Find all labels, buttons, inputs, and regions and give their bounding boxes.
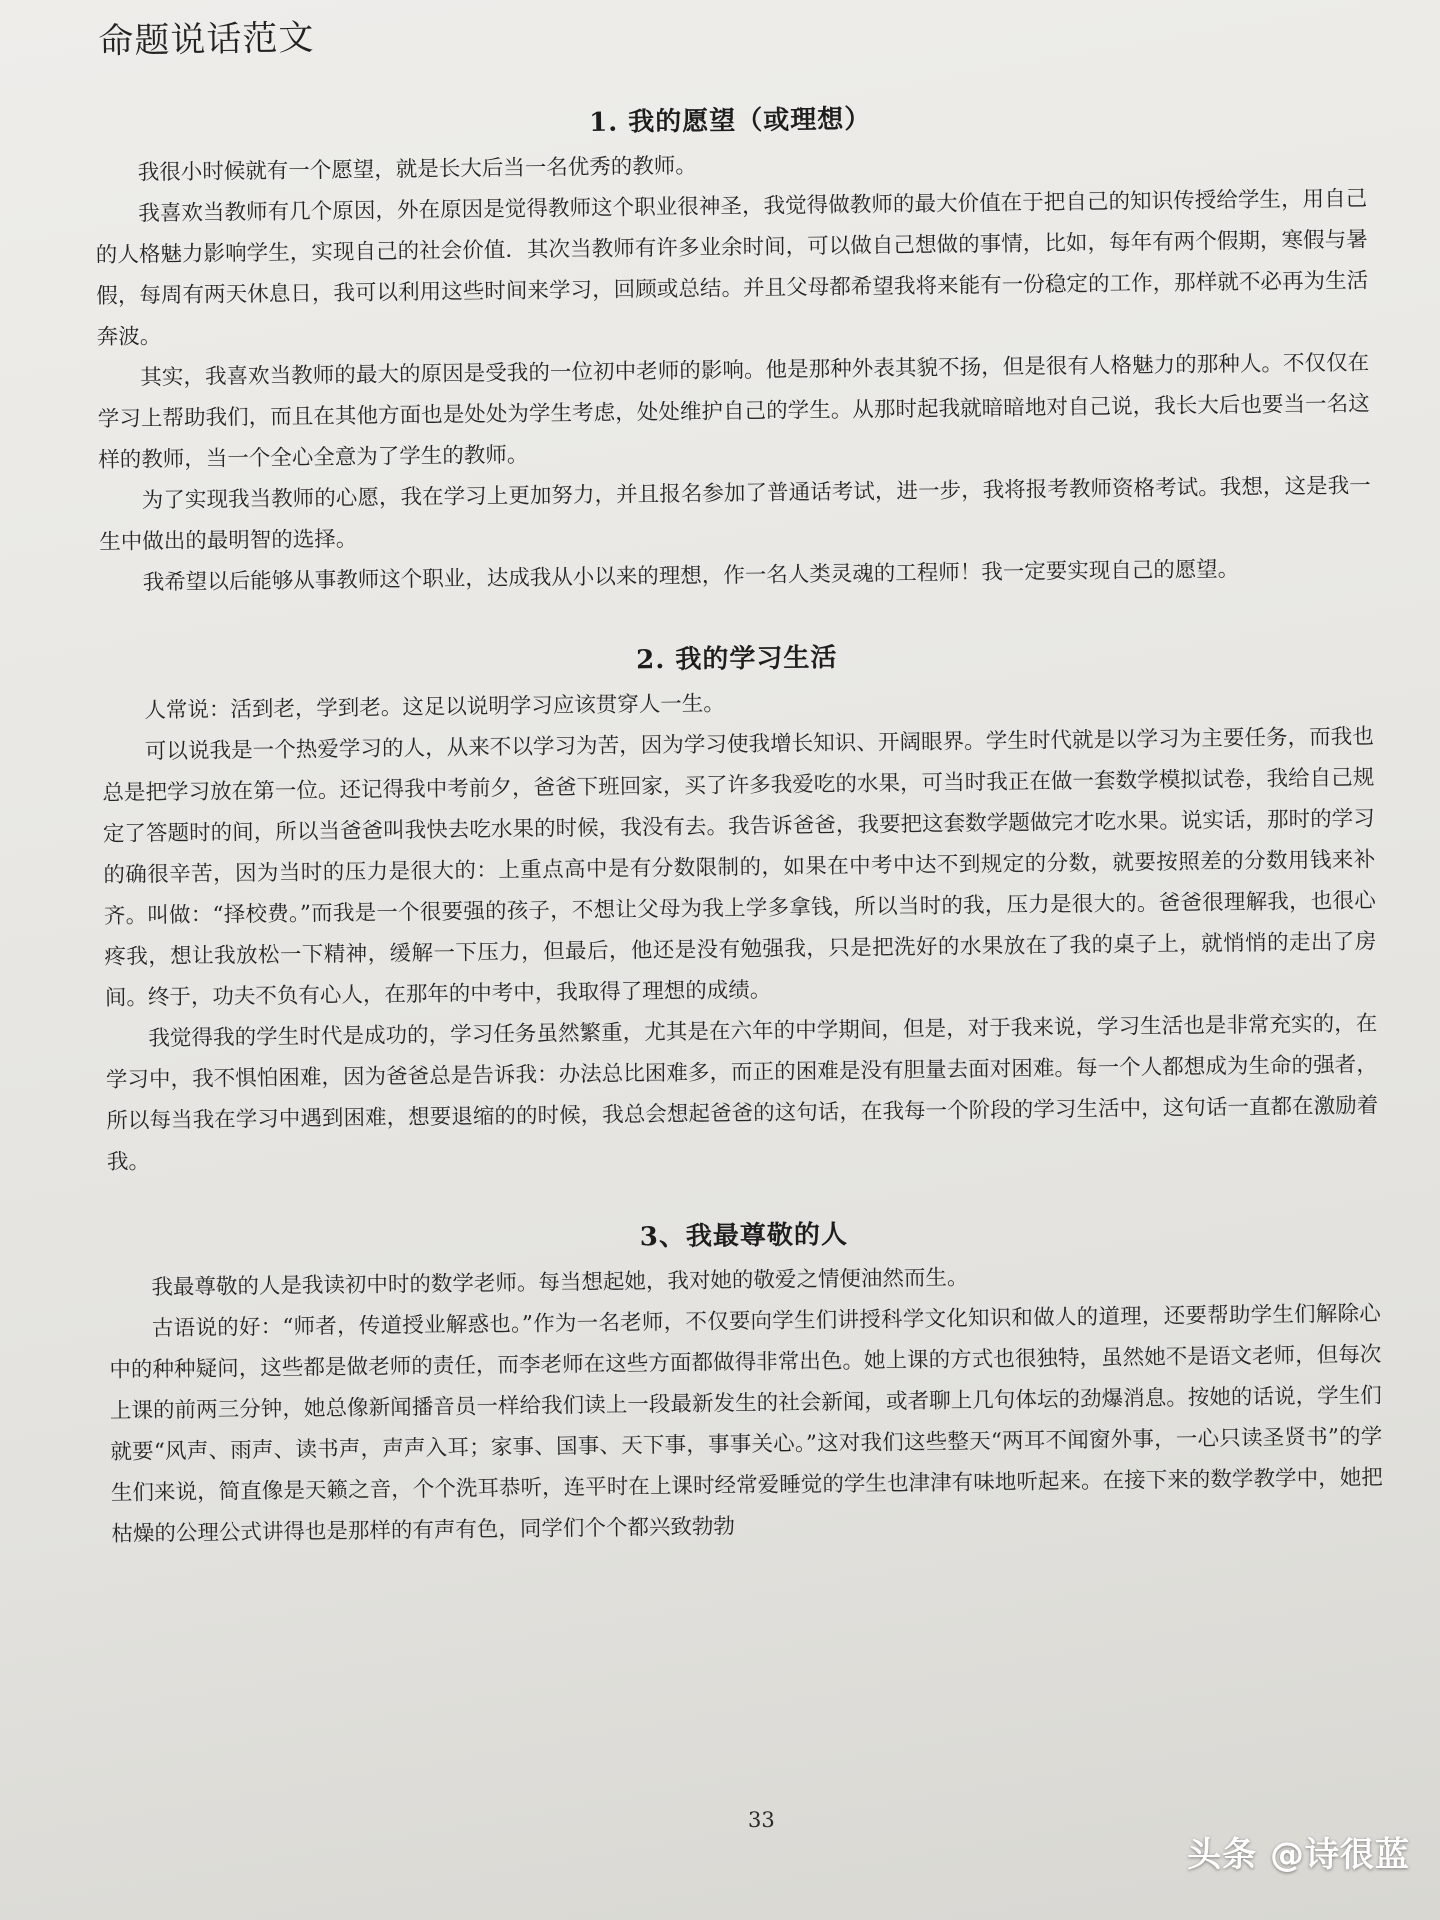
paragraph: 我最尊敬的人是我读初中时的数学老师。每当想起她，我对她的敬爱之情便油然而生。 <box>151 1265 969 1301</box>
paragraph: 我喜欢当教师有几个原因，外在原因是觉得教师这个职业很神圣，我觉得做教师的最大价值在于把自己的知识传授给学生，用自己的人格魅力影响学生，实现自己的社会价值．其次当教师有许多业余时间，可以做自己想做的事情，比如，每年有两个假期，寒假与暑假，每周有两天休息日，我可以利用这些时间来学习，回顾或总结。并且父母都希望我将来能有一份稳定的工作，那样就不必再为生活奔波。 <box>95 186 1369 350</box>
paragraph: 我希望以后能够从事教师这个职业，达成我从小以来的理想，作一名人类灵魂的工程师！我一定要实现自己的愿望。 <box>142 557 1240 596</box>
paragraph: 我很小时候就有一个愿望，就是长大后当一名优秀的教师。 <box>137 153 697 186</box>
section-title-2: 2. 我的学习生活 <box>635 642 838 676</box>
page-number: 33 <box>748 1808 775 1832</box>
paragraph: 可以说我是一个热爱学习的人，从来不以学习为苦，因为学习使我增长知识、开阔眼界。学生时代就是以学习为主要任务，而我也总是把学习放在第一位。还记得我中考前夕，爸爸下班回家，买了许多我爱吃的水果，可当时我正在做一套数学模拟试卷，我给自己规定了答题时的间，所以当爸爸叫我快去吃水果的时候，我没有去。我告诉爸爸，我要把这套数学题做完才吃水果。说实话，那时的学习的确很辛苦，因为当时的压力是很大的：上重点高中是有分数限制的，如果在中考中达不到规定的分数，就要按照差的分数用钱来补齐。叫做：“择校费。”而我是一个很要强的孩子，不想让父母为我上学多拿钱，所以当时的我，压力是很大的。爸爸很理解我，也很心疼我，想让我放松一下精神，缓解一下压力，但最后，他还是没有勉强我，只是把洗好的水果放在了我的桌子上，就悄悄的走出了房间。终于，功夫不负有心人，在那年的中考中，我取得了理想的成绩。 <box>102 724 1377 1011</box>
paragraph: 为了实现我当教师的心愿，我在学习上更加努力，并且报名参加了普通话考试，进一步，我将报考教师资格考试。我想，这是我一生中做出的最明智的选择。 <box>99 473 1371 555</box>
paragraph: 古语说的好：“师者，传道授业解惑也。”作为一名老师，不仅要向学生们讲授科学文化知识和做人的道理，还要帮助学生们解除心中的种种疑问，这些都是做老师的责任，而李老师在这些方面都做得非常出色。她上课的方式也很独特，虽然她不是语文老师，但每次上课的前两三分钟，她总像新闻播音员一样给我们读上一段最新发生的社会新闻，或者聊上几句体坛的劲爆消息。按她的话说，学生们就要“风声、雨声、读书声，声声入耳；家事、国事、天下事，事事关心。”这对我们这些整天“两耳不闻窗外事，一心只读圣贤书”的学生们来说，简直像是天籁之音，个个洗耳恭听，连平时在上课时经常爱睡觉的学生也津津有味地听起来。在接下来的数学教学中，她把枯燥的公理公式讲得也是那样的有声有色，同学们个个都兴致勃勃 <box>109 1301 1383 1547</box>
paragraph: 人常说：活到老，学到老。这足以说明学习应该贯穿人一生。 <box>144 691 725 724</box>
paragraph: 其实，我喜欢当教师的最大的原因是受我的一位初中老师的影响。他是那种外表其貌不扬，但是很有人格魅力的那种人。不仅仅在学习上帮助我们，而且在其他方面也是处处为学生考虑，处处维护自己的学生。从那时起我就暗暗地对自己说，我长大后也要当一名这样的教师，当一个全心全意为了学生的教师。 <box>97 350 1370 473</box>
page-heading: 命题说话范文 <box>98 18 315 62</box>
section-title-3: 3、我最尊敬的人 <box>639 1219 849 1253</box>
section-title-1: 1. 我的愿望（或理想） <box>588 104 872 138</box>
document-body <box>94 92 1384 1554</box>
watermark: 头条 @诗很蓝 <box>1187 1835 1410 1875</box>
paragraph: 我觉得我的学生时代是成功的，学习任务虽然繁重，尤其是在六年的中学期间，但是，对于我来说，学习生活也是非常充实的，在学习中，我不惧怕困难，因为爸爸总是告诉我：办法总比困难多，而正的困难是没有胆量去面对困难。每一个人都想成为生命的强者，所以每当我在学习中遇到困难，想要退缩的的时候，我总会想起爸爸的这句话，在我每一个阶段的学习生活中，这句话一直都在激励着我。 <box>105 1011 1379 1175</box>
